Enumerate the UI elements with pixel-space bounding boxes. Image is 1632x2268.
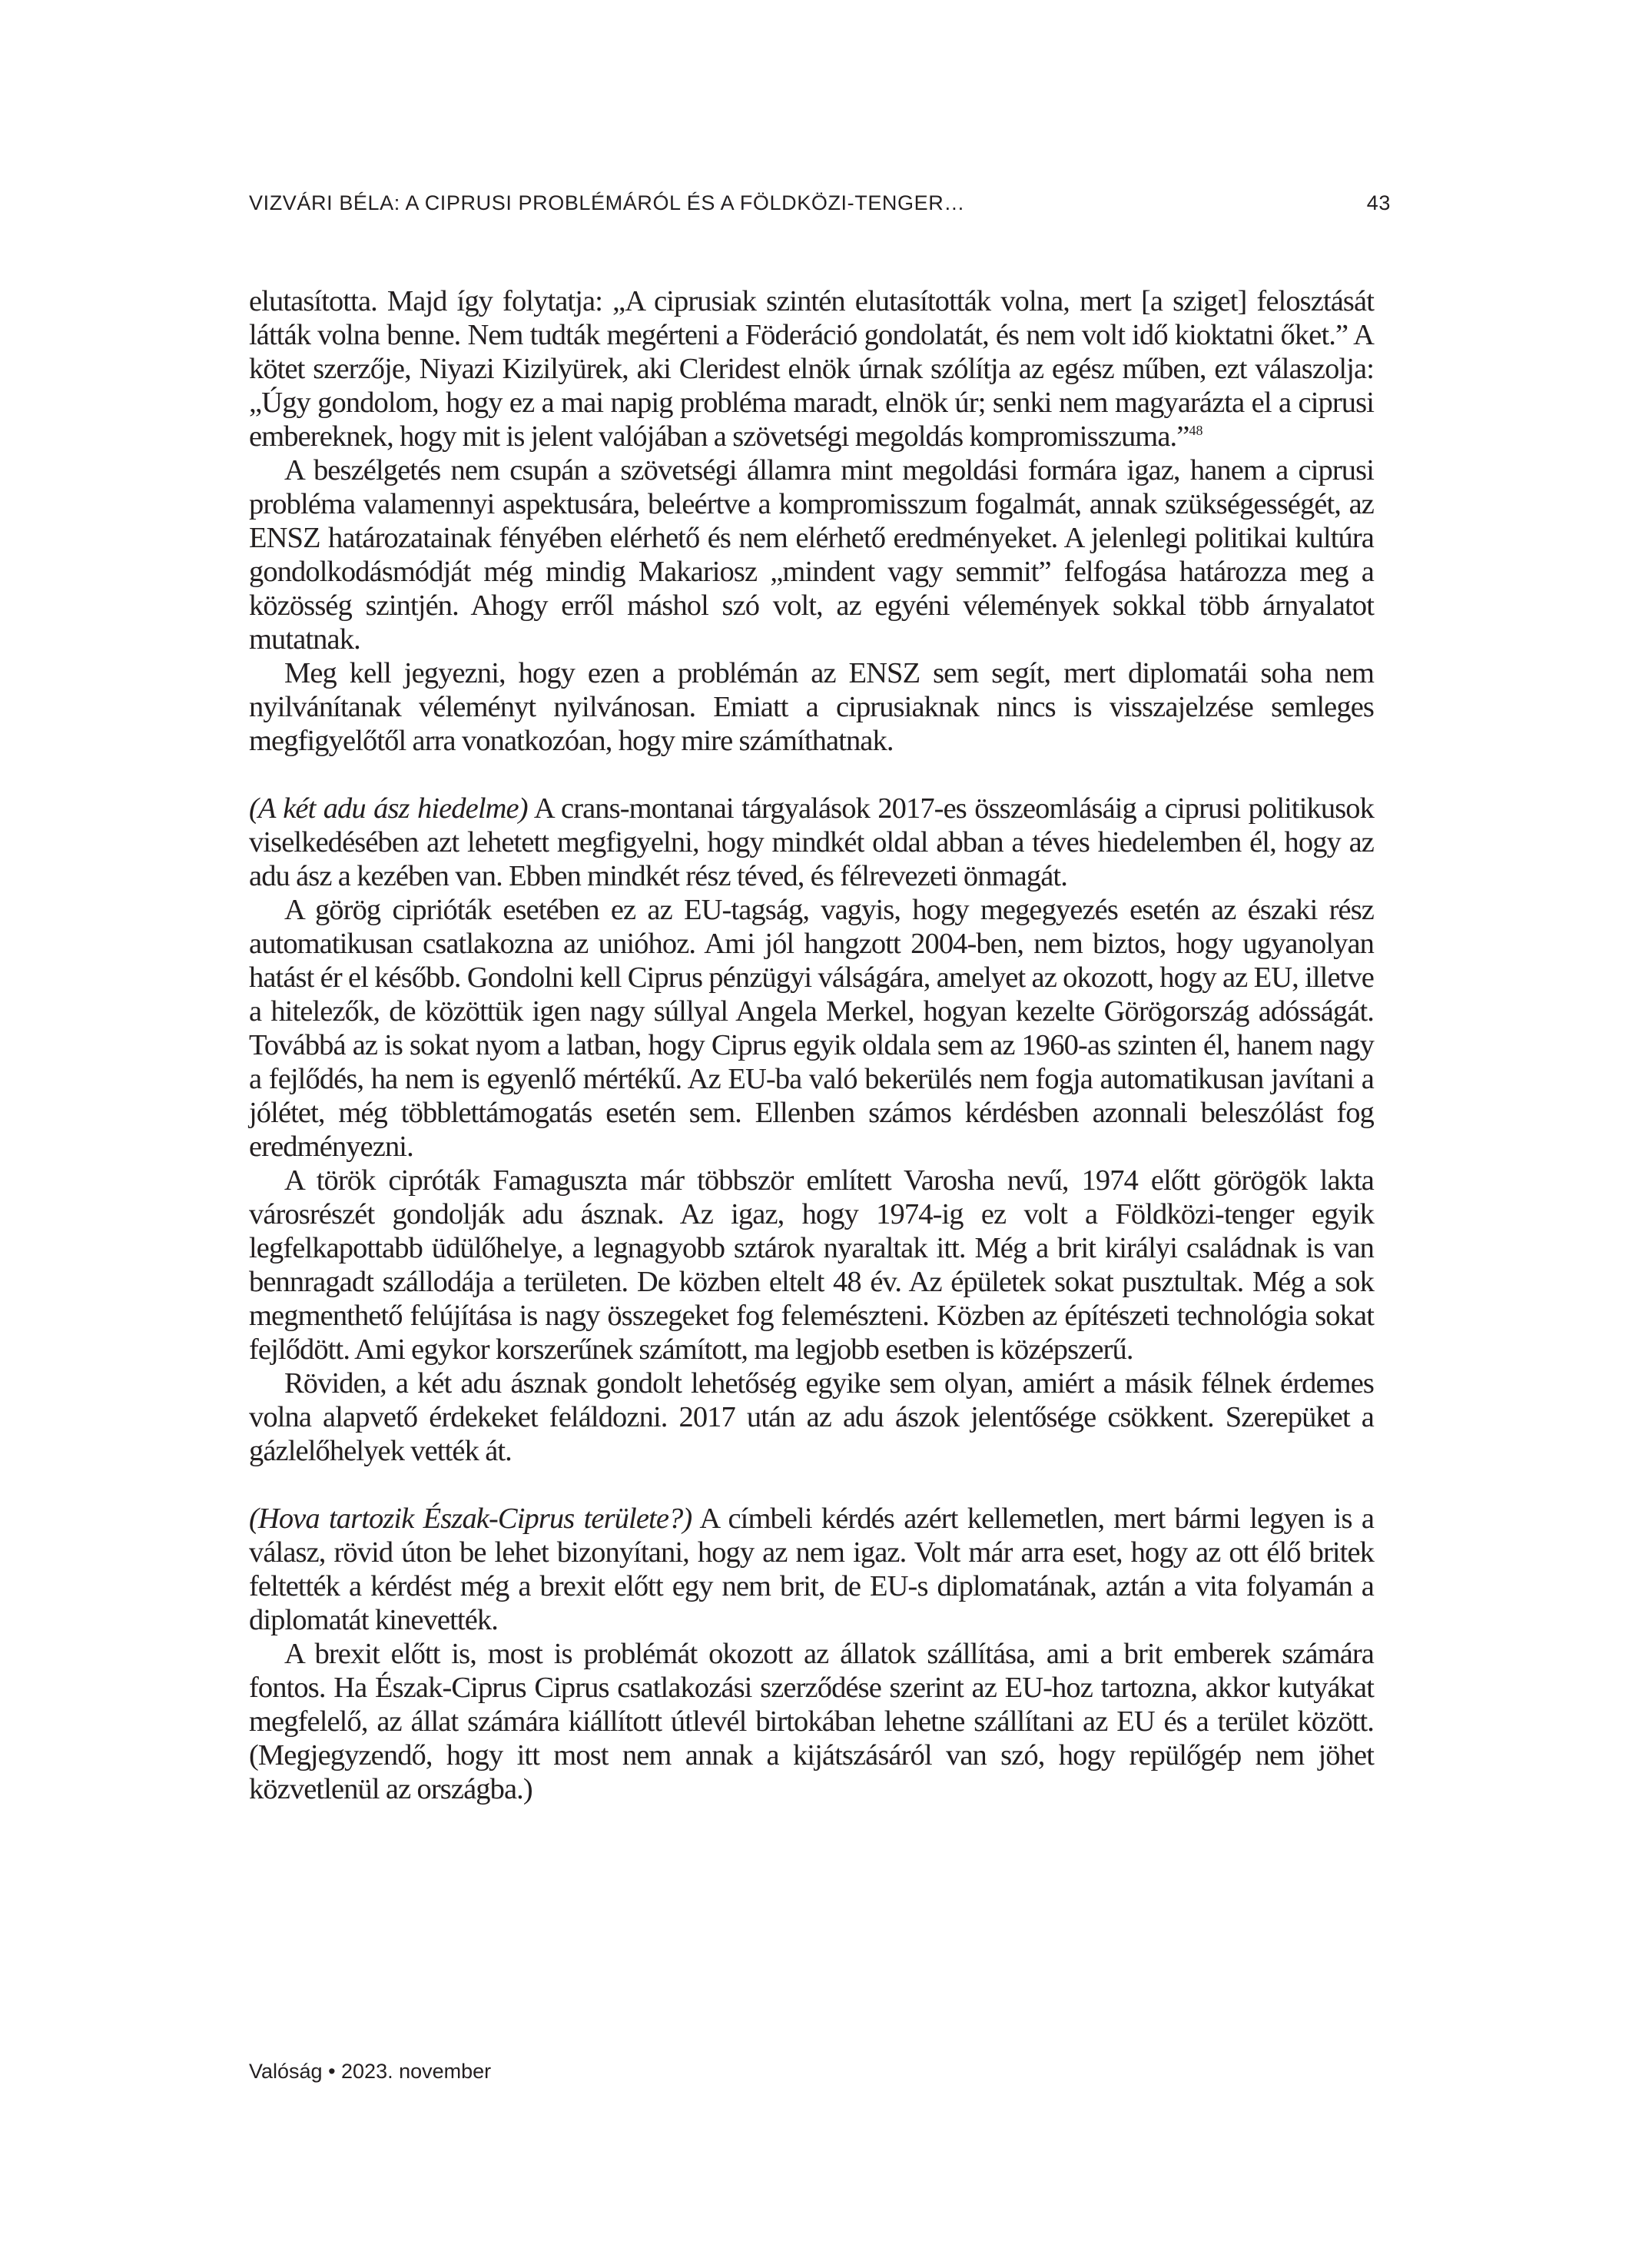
paragraph: Röviden, a két adu ásznak gondolt lehetőség egyike sem olyan, amiért a másik félnek érdemes volna alapvető érdekeket feláldozni. 2017 után az adu ászok jelentősége csökkent. Szerepüket a gázlelőhelyek vették át.	[249, 1367, 1374, 1467]
page-number: 43	[1366, 191, 1391, 214]
paragraph: A török cipróták Famaguszta már többször említett Varosha nevű, 1974 előtt görögök lakta városrészét gondolják adu ásznak. Az igaz, hogy 1974-ig ez volt a Földközi-tenger egyik legfelkapottabb üdülőhelye, a legnagyobb sztárok nyaraltak itt. Még a brit királyi családnak is van bennragadt szállodája a területen. De közben eltelt 48 év. Az épületek sokat pusztultak. Még a sok megmenthető felújítása is nagy összegeket fog felemészteni. Közben az építészeti technológia sokat fejlődött. Ami egykor korszerűnek számított, ma legjobb esetben is középszerű.	[249, 1164, 1374, 1366]
paragraph-text: A címbeli kérdés azért kellemetlen, mert bármi legyen is a válasz, rövid úton be lehet bizonyítani, hogy az nem igaz. Volt már arra eset, hogy az ott élő britek feltették a kérdést még a brexit előtt egy nem brit, de EU-s diplomatának, aztán a vita folyamán a diplomatát kinevették.	[249, 1503, 1375, 1636]
journal-issue: Valóság • 2023. november	[249, 2060, 492, 2083]
paragraph	[249, 284, 1374, 453]
footnote-reference[interactable]: 48	[1189, 423, 1203, 438]
section-heading: (A két adu ász hiedelme)	[249, 792, 528, 825]
running-head	[249, 188, 1391, 218]
section-paragraph	[249, 1502, 1374, 1637]
paragraph: Meg kell jegyezni, hogy ezen a problémán az ENSZ sem segít, mert diplomatái soha nem nyilvánítanak véleményt nyilvánosan. Emiatt a ciprusiaknak nincs is visszajelzése semleges megfigyelőtől arra vonatkozóan, hogy mire számíthatnak.	[249, 657, 1374, 757]
running-title: VIZVÁRI BÉLA: A CIPRUSI PROBLÉMÁRÓL ÉS A FÖLDKÖZI-TENGER…	[249, 191, 965, 214]
article-body	[249, 284, 1374, 1806]
paragraph-text: A crans-montanai tárgyalások 2017-es összeomlásáig a ciprusi politikusok viselkedésében azt lehetett megfigyelni, hogy mindkét oldal abban a téves hiedelemben él, hogy az adu ász a kezében van. Ebben mindkét rész téved, és félrevezeti önmagát.	[249, 792, 1374, 892]
paragraph: A görög ciprióták esetében ez az EU-tagság, vagyis, hogy megegyezés esetén az északi rész automatikusan csatlakozna az unióhoz. Ami jól hangzott 2004-ben, nem biztos, hogy ugyanolyan hatást ér el később. Gondolni kell Ciprus pénzügyi válságára, amelyet az okozott, hogy az EU, illetve a hitelezők, de közöttük igen nagy súllyal Angela Merkel, hogyan kezelte Görögország adósságát. Továbbá az is sokat nyom a latban, hogy Ciprus egyik oldala sem az 1960-as szinten él, hanem nagy a fejlődés, ha nem is egyenlő mértékű. Az EU-ba való bekerülés nem fogja automatikusan javítani a jólétet, még többlettámogatás esetén sem. Ellenben számos kérdésben azonnali beleszólást fog eredményezni.	[249, 894, 1374, 1163]
paragraph: A brexit előtt is, most is problémát okozott az állatok szállítása, ami a brit emberek számára fontos. Ha Észak-Ciprus Ciprus csatlakozási szerződése szerint az EU-hoz tartozna, akkor kutyákat megfelelő, az állat számára kiállított útlevél birtokában lehetne szállítani az EU és a terület között. (Megjegyzendő, hogy itt most nem annak a kijátszásáról van szó, hogy repülőgép nem jöhet közvetlenül az országba.)	[249, 1638, 1374, 1805]
section-heading: (Hova tartozik Észak-Ciprus területe?)	[249, 1503, 692, 1535]
page-footer	[249, 2060, 491, 2084]
paragraph: A beszélgetés nem csupán a szövetségi államra mint megoldási formára igaz, hanem a ciprusi probléma valamennyi aspektusára, beleértve a kompromisszum fogalmát, annak szükségességét, az ENSZ határozatainak fényében elérhető és nem elérhető eredményeket. A jelenlegi politikai kultúra gondolkodásmódját még mindig Makariosz „mindent vagy semmit” felfogása határozza meg a közösség szintjén. Ahogy erről máshol szó volt, az egyéni vélemények sokkal több árnyalatot mutatnak.	[249, 454, 1374, 656]
paragraph-text: elutasította. Majd így folytatja: „A ciprusiak szintén elutasították volna, mert [a sziget] felosztását látták volna benne. Nem tudták megérteni a Föderáció gondolatát, és nem volt idő kioktatni őket.” A kötet szerzője, Niyazi Kizilyürek, aki Cleridest elnök úrnak szólítja az egész műben, ezt válaszolja: „Úgy gondolom, hogy ez a mai napig probléma maradt, elnök úr; senki nem magyarázta el a ciprusi embereknek, hogy mit is jelent valójában a szövetségi megoldás kompromisszuma.”	[249, 285, 1374, 453]
section-paragraph	[249, 792, 1374, 893]
